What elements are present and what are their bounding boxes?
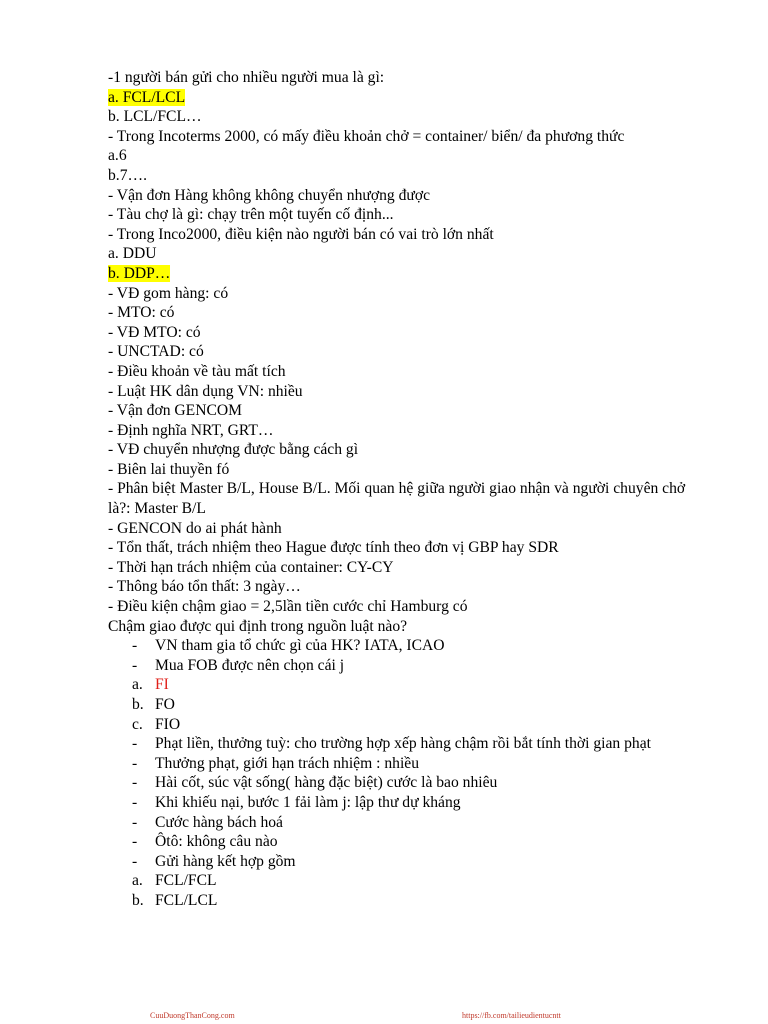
text-line [108,519,708,539]
line-text: Mua FOB được nên chọn cái j [155,656,345,674]
footer-left[interactable]: CuuDuongThanCong.com [150,1011,235,1020]
text-line [108,303,708,323]
text-line [108,205,708,225]
text-line [108,146,708,166]
text-line [108,852,708,872]
line-text: b. DDP… [108,264,171,282]
text-line [108,88,708,108]
list-marker: - [132,735,138,753]
line-text: Chậm giao được qui định trong nguồn luật nào? [108,617,408,635]
list-marker: a. [132,676,143,694]
text-line [108,127,708,147]
line-text: - Điều kiện chậm giao = 2,5lần tiền cước chỉ Hamburg có [108,598,468,616]
line-text: - Định nghĩa NRT, GRT… [108,421,274,439]
list-marker: - [132,637,138,655]
text-line [108,107,708,127]
text-line [108,558,708,578]
text-line [108,342,708,362]
line-text: a.6 [108,147,127,165]
text-line [108,891,708,911]
line-text: - VĐ gom hàng: có [108,284,229,302]
text-line [108,440,708,460]
text-line [108,68,708,88]
text-line [108,715,708,735]
text-line [108,362,708,382]
line-text: Phạt liền, thưởng tuỳ: cho trường hợp xếp hàng chậm rồi bắt tính thời gian phạt [155,735,651,753]
line-text: a. FCL/LCL [108,88,186,106]
line-text: FI [155,676,169,694]
text-line [108,401,708,421]
line-text: - UNCTAD: có [108,343,204,361]
list-marker: - [132,754,138,772]
line-text: a. DDU [108,245,157,263]
list-marker: - [132,852,138,870]
line-text: - Thông báo tổn thất: 3 ngày… [108,578,301,596]
text-line [108,793,708,813]
line-text: - Luật HK dân dụng VN: nhiều [108,382,303,400]
line-text: - Vận đơn Hàng không không chuyển nhượng được [108,186,430,204]
text-line [108,284,708,304]
line-text: - Biên lai thuyền fó [108,460,230,478]
footer-right[interactable]: https://fb.com/tailieudientucntt [462,1011,561,1020]
text-line [108,244,708,264]
list-marker: - [132,813,138,831]
list-marker: b. [132,696,144,713]
line-text: Thưởng phạt, giới hạn trách nhiệm : nhiều [155,754,419,772]
line-text: Ôtô: không câu nào [155,833,278,851]
line-text: - Trong Incoterms 2000, có mấy điều khoản chở = container/ biển/ đa phương thức [108,127,625,145]
line-text: Cước hàng bách hoá [155,813,283,831]
text-line [108,225,708,245]
list-marker: a. [132,872,143,890]
text-line [108,813,708,833]
text-line [108,754,708,774]
text-line [108,734,708,754]
line-text: - VĐ chuyển nhượng được bằng cách gì [108,441,359,459]
text-line [108,695,708,715]
text-line [108,636,708,656]
line-text: FIO [155,715,181,733]
line-text: VN tham gia tổ chức gì của HK? IATA, ICAO [155,637,445,655]
text-line [108,421,708,441]
line-text: - Điều khoản về tàu mất tích [108,362,286,380]
text-line [108,597,708,617]
line-text: FCL/LCL [155,891,218,909]
text-line [108,773,708,793]
line-text: - Tổn thất, trách nhiệm theo Hague được tính theo đơn vị GBP hay SDR [108,539,559,557]
text-line [108,479,708,518]
list-marker: - [132,774,138,792]
text-line [108,617,708,637]
text-line [108,538,708,558]
line-text: b.7…. [108,166,147,184]
line-text: - Vận đơn GENCOM [108,402,243,420]
text-line [108,264,708,284]
text-line [108,323,708,343]
text-line [108,460,708,480]
line-text: - GENCON do ai phát hành [108,519,282,537]
line-text: - VĐ MTO: có [108,323,201,341]
text-line [108,577,708,597]
list-marker: c. [132,715,143,733]
line-text: Khi khiếu nại, bước 1 fải làm j: lập thư dự kháng [155,793,461,811]
line-text: - Thời hạn trách nhiệm của container: CY-CY [108,558,394,576]
list-marker: - [132,833,138,851]
document-body [108,68,708,911]
line-text: b. LCL/FCL… [108,108,202,126]
line-text: -1 người bán gửi cho nhiều người mua là gì: [108,69,385,86]
text-line [108,382,708,402]
list-marker: - [132,656,138,674]
line-text: Hài cốt, súc vật sống( hàng đặc biệt) cước là bao nhiêu [155,774,498,792]
text-line [108,871,708,891]
line-text: - Tàu chợ là gì: chạy trên một tuyến cố định... [108,206,394,224]
text-line [108,675,708,695]
list-marker: b. [132,891,144,909]
text-line [108,166,708,186]
text-line [108,656,708,676]
text-line [108,186,708,206]
line-text: FO [155,696,175,713]
line-text: Gửi hàng kết hợp gồm [155,852,296,870]
line-text: - MTO: có [108,304,175,322]
list-marker: - [132,793,138,811]
text-line [108,832,708,852]
line-text: - Phân biệt Master B/L, House B/L. Mối quan hệ giữa người giao nhận và người chuyên chở là?: Master B/L [108,480,686,518]
line-text: - Trong Inco2000, điều kiện nào người bán có vai trò lớn nhất [108,225,494,243]
line-text: FCL/FCL [155,872,217,890]
